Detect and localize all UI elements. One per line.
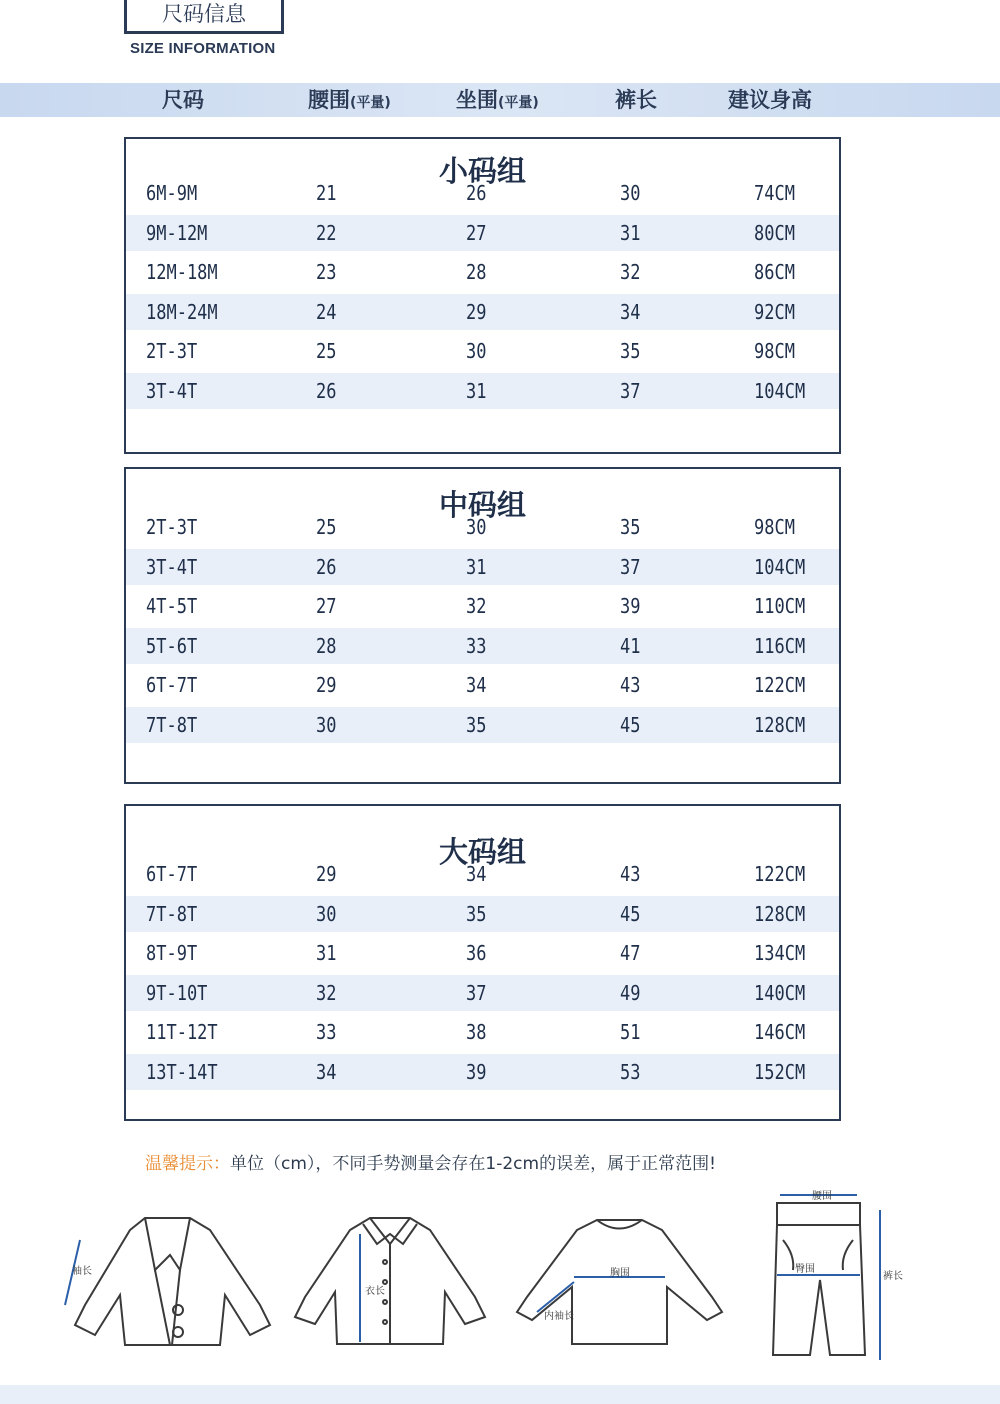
section-title: 尺码信息: [162, 1, 246, 26]
size-group-3: [124, 804, 841, 1121]
jacket-diagram: [60, 1210, 280, 1355]
size-cell: 6M-9M: [146, 181, 198, 205]
inner-sleeve-label: 内袖长: [544, 1311, 574, 1322]
group-title: 小码组: [438, 154, 526, 188]
size-cell: 7T-8T: [146, 901, 198, 926]
size-cell: 9M-12M: [146, 220, 208, 245]
size-cell: 13T-14T: [146, 1059, 218, 1084]
table-row: [126, 294, 839, 330]
column-header-hip: 坐围(平量): [456, 88, 539, 112]
hip-cell: 39: [466, 1059, 487, 1084]
waist-cell: 30: [316, 901, 337, 926]
height-cell: 140CM: [754, 980, 806, 1005]
table-row: [126, 667, 839, 703]
group-title: 大码组: [438, 835, 526, 869]
hip-cell: 27: [466, 220, 487, 245]
column-header-waist: 腰围(平量): [308, 88, 391, 112]
size-cell: 5T-6T: [146, 633, 198, 658]
waist-cell: 25: [316, 515, 337, 539]
pants-length-cell: 34: [620, 299, 641, 324]
size-cell: 18M-24M: [146, 299, 218, 324]
group-title: 中码组: [438, 488, 526, 522]
height-cell: 128CM: [754, 712, 806, 737]
height-cell: 116CM: [754, 633, 806, 658]
waist-label: 腰围: [812, 1191, 832, 1202]
hip-cell: 26: [466, 181, 487, 205]
waist-cell: 26: [316, 378, 337, 403]
hip-cell: 36: [466, 941, 487, 965]
pants-length-cell: 43: [620, 862, 641, 886]
hip-cell: 29: [466, 299, 487, 324]
height-cell: 104CM: [754, 378, 806, 403]
pants-length-cell: 49: [620, 980, 641, 1005]
pants-length-cell: 31: [620, 220, 641, 245]
hip-cell: 34: [466, 673, 487, 697]
waist-cell: 32: [316, 980, 337, 1005]
waist-cell: 33: [316, 1020, 337, 1044]
waist-cell: 31: [316, 941, 337, 965]
height-cell: 86CM: [754, 260, 795, 284]
size-cell: 4T-5T: [146, 594, 198, 618]
size-group-1: [124, 137, 841, 454]
height-cell: 104CM: [754, 554, 806, 579]
table-row: [126, 896, 839, 932]
pants-length-cell: 45: [620, 901, 641, 926]
height-cell: 152CM: [754, 1059, 806, 1084]
column-header-size: 尺码: [162, 88, 204, 112]
table-row: [126, 1014, 839, 1050]
table-row: [126, 333, 839, 369]
hip-cell: 31: [466, 378, 487, 403]
height-cell: 122CM: [754, 862, 806, 886]
table-row: [126, 588, 839, 624]
pants-length-cell: 51: [620, 1020, 641, 1044]
table-row: [126, 975, 839, 1011]
table-row: [126, 509, 839, 545]
size-cell: 9T-10T: [146, 980, 208, 1005]
size-cell: 11T-12T: [146, 1020, 218, 1044]
hip-cell: 35: [466, 901, 487, 926]
pants-length-cell: 45: [620, 712, 641, 737]
table-row: [126, 549, 839, 585]
height-cell: 92CM: [754, 299, 795, 324]
size-cell: 8T-9T: [146, 941, 198, 965]
column-header-band: [0, 83, 1000, 117]
pants-length-cell: 53: [620, 1059, 641, 1084]
table-row: [126, 254, 839, 290]
waist-cell: 25: [316, 339, 337, 363]
hip-cell: 30: [466, 515, 487, 539]
sweater-diagram: [512, 1212, 727, 1352]
section-title-box: [124, 0, 284, 34]
pants-length-cell: 35: [620, 339, 641, 363]
pants-length-cell: 37: [620, 378, 641, 403]
size-cell: 2T-3T: [146, 515, 198, 539]
pants-length-cell: 43: [620, 673, 641, 697]
pants-length-cell: 37: [620, 554, 641, 579]
hip-cell: 33: [466, 633, 487, 658]
height-cell: 98CM: [754, 339, 795, 363]
hip-cell: 34: [466, 862, 487, 886]
section-subtitle: SIZE INFORMATION: [130, 40, 276, 57]
pants-length-cell: 41: [620, 633, 641, 658]
table-row: [126, 628, 839, 664]
table-row: [126, 1054, 839, 1090]
waist-cell: 21: [316, 181, 337, 205]
height-cell: 128CM: [754, 901, 806, 926]
size-cell: 6T-7T: [146, 862, 198, 886]
height-cell: 146CM: [754, 1020, 806, 1044]
pants-length-label: 裤长: [883, 1271, 903, 1282]
height-cell: 74CM: [754, 181, 795, 205]
waist-cell: 26: [316, 554, 337, 579]
sleeve-length-label: 袖长: [72, 1266, 92, 1277]
body-length-label: 衣长: [365, 1286, 385, 1297]
size-cell: 3T-4T: [146, 554, 198, 579]
pants-length-cell: 39: [620, 594, 641, 618]
table-row: [126, 175, 839, 211]
waist-cell: 29: [316, 673, 337, 697]
footer-band: [0, 1385, 1000, 1404]
column-header-height: 建议身高: [728, 88, 812, 112]
shirt-diagram: [285, 1212, 495, 1352]
table-row: [126, 373, 839, 409]
hip-cell: 30: [466, 339, 487, 363]
size-cell: 3T-4T: [146, 378, 198, 403]
hip-label: 臀围: [795, 1264, 815, 1275]
waist-cell: 24: [316, 299, 337, 324]
table-row: [126, 707, 839, 743]
hip-cell: 37: [466, 980, 487, 1005]
tip-body: 单位（cm），不同手势测量会存在1-2cm的误差，属于正常范围!: [230, 1154, 716, 1174]
waist-cell: 30: [316, 712, 337, 737]
table-row: [126, 856, 839, 892]
size-cell: 7T-8T: [146, 712, 198, 737]
table-row: [126, 935, 839, 971]
waist-cell: 23: [316, 260, 337, 284]
height-cell: 98CM: [754, 515, 795, 539]
waist-cell: 28: [316, 633, 337, 658]
pants-length-cell: 32: [620, 260, 641, 284]
tip-text: [145, 1149, 716, 1174]
hip-cell: 32: [466, 594, 487, 618]
waist-cell: 27: [316, 594, 337, 618]
pants-length-cell: 35: [620, 515, 641, 539]
height-cell: 80CM: [754, 220, 795, 245]
waist-cell: 29: [316, 862, 337, 886]
size-group-2: [124, 467, 841, 784]
waist-cell: 22: [316, 220, 337, 245]
size-cell: 12M-18M: [146, 260, 218, 284]
pants-length-cell: 47: [620, 941, 641, 965]
height-cell: 110CM: [754, 594, 806, 618]
chest-label: 胸围: [610, 1268, 630, 1279]
table-row: [126, 215, 839, 251]
waist-cell: 34: [316, 1059, 337, 1084]
pants-diagram: [765, 1185, 915, 1365]
size-cell: 2T-3T: [146, 339, 198, 363]
tip-label: 温馨提示：: [145, 1154, 230, 1174]
hip-cell: 35: [466, 712, 487, 737]
size-cell: 6T-7T: [146, 673, 198, 697]
column-header-pants-length: 裤长: [615, 88, 657, 112]
pants-length-cell: 30: [620, 181, 641, 205]
hip-cell: 38: [466, 1020, 487, 1044]
hip-cell: 28: [466, 260, 487, 284]
hip-cell: 31: [466, 554, 487, 579]
height-cell: 134CM: [754, 941, 806, 965]
height-cell: 122CM: [754, 673, 806, 697]
